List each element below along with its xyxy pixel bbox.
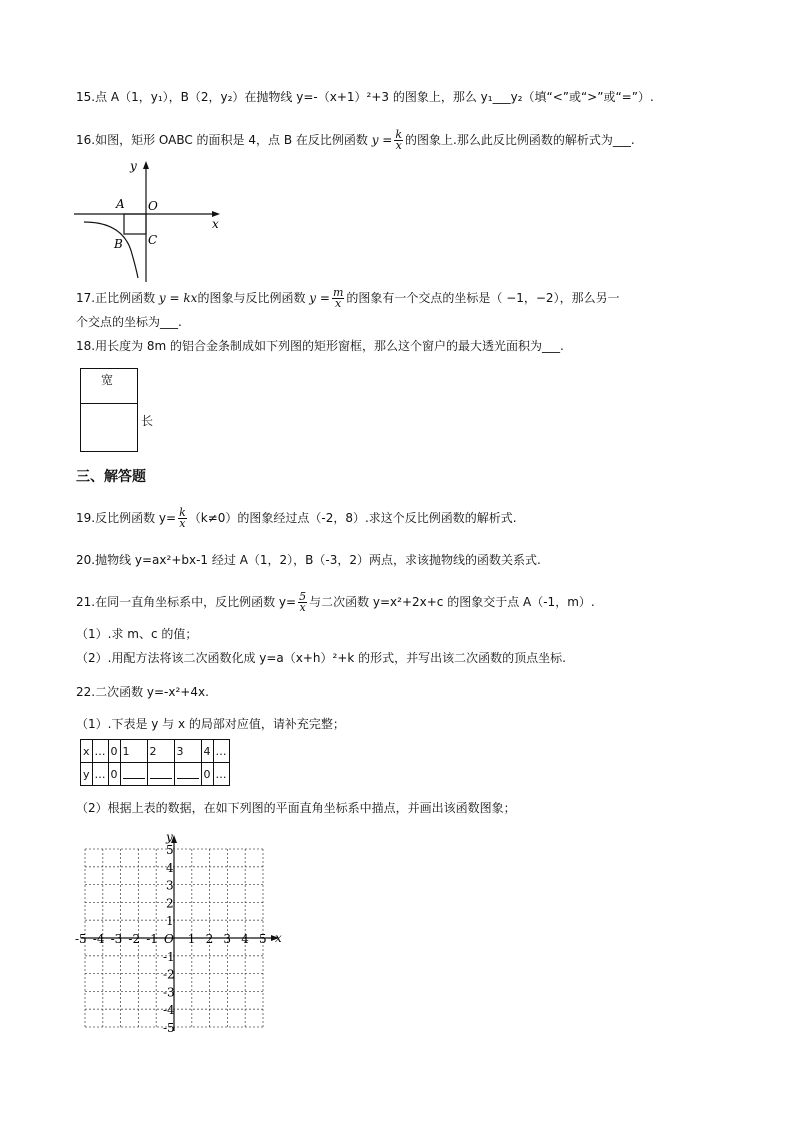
x-axis-label: x bbox=[275, 931, 282, 945]
table-cell: y bbox=[81, 763, 93, 786]
function-y-kx: y = kx bbox=[158, 291, 198, 305]
y-tick-label: 1 bbox=[166, 914, 174, 929]
width-label: 宽 bbox=[101, 373, 114, 387]
x-tick-label: 5 bbox=[259, 932, 267, 946]
table-cell: x bbox=[81, 740, 93, 763]
rectangle-oabc bbox=[124, 214, 146, 234]
x-tick-label: -5 bbox=[75, 932, 87, 946]
x-tick-label: -2 bbox=[128, 932, 141, 946]
y-axis-label: y bbox=[166, 830, 173, 844]
question-16: 16.如图，矩形 OABC 的面积是 4，点 B 在反比例函数 y = $\frac{k}{x}$ 的图象上.那么此反比例函数的解析式为___. bbox=[76, 128, 635, 152]
fraction-k-over-x: $\frac{k}{x}$ bbox=[395, 128, 403, 152]
question-21: 21.在同一直角坐标系中，反比例函数 y= $\frac{5}{x}$ 与二次函数 y=x²+2x+c 的图象交于点 A（-1，m）. bbox=[76, 590, 595, 614]
question-21-part-1: （1）.求 m、c 的值； bbox=[76, 627, 198, 641]
question-20: 20.抛物线 y=ax²+bx-1 经过 A（1，2），B（-3，2）两点，求该抛物线的函数关系式. bbox=[76, 553, 541, 567]
y-tick-label: -5 bbox=[163, 1021, 175, 1035]
question-22-part-2: （2）根据上表的数据，在如下列图的平面直角坐标系中描点，并画出该函数图象； bbox=[76, 801, 516, 815]
label-c: C bbox=[148, 233, 158, 247]
hyperbola-curve bbox=[84, 222, 138, 278]
label-x: x bbox=[212, 217, 219, 231]
window-frame-figure bbox=[80, 368, 138, 452]
question-17-line-2: 个交点的坐标为___. bbox=[76, 315, 182, 329]
x-tick-label: 4 bbox=[241, 932, 249, 946]
label-b: B bbox=[114, 237, 123, 251]
x-tick-label: -1 bbox=[146, 932, 158, 946]
y-tick-label: -4 bbox=[163, 1003, 175, 1018]
question-22-part-1: （1）.下表是 y 与 x 的局部对应值，请补充完整； bbox=[76, 717, 345, 731]
table-cell: 1 bbox=[120, 740, 147, 763]
table-cell: 3 bbox=[174, 740, 201, 763]
table-cell: … bbox=[213, 763, 229, 786]
y-tick-label: 3 bbox=[166, 878, 174, 893]
fraction-m-over-x: $\frac{m}{x}$ bbox=[332, 286, 344, 310]
question-19: 19.反比例函数 y= $\frac{k}{x}$ （k≠0）的图象经过点（-2，8）.求这个反比例函数的解析式. bbox=[76, 506, 517, 530]
question-17-line-1: 17.正比例函数 y = kx的图象与反比例函数 y = $\frac{m}{x}$ 的图象有一个交点的坐标是（ −1，−2），那么另一 bbox=[76, 286, 620, 310]
question-21-part-2: （2）.用配方法将该二次函数化成 y=a（x+h）²+k 的形式，并写出该二次函数的顶点坐标. bbox=[76, 651, 566, 665]
table-row-y bbox=[81, 763, 230, 786]
x-tick-label: 1 bbox=[187, 932, 196, 946]
question-18: 18.用长度为 8m 的铝合金条制成如下列图的矩形窗框，那么这个窗户的最大透光面积为___. bbox=[76, 339, 564, 353]
length-label: 长 bbox=[141, 414, 154, 428]
x-tick-label: 2 bbox=[205, 932, 214, 946]
function-y-equals: y = bbox=[371, 133, 393, 147]
y-tick-label: 2 bbox=[166, 896, 174, 911]
fraction-5-over-x: $\frac{5}{x}$ bbox=[299, 590, 307, 614]
y-tick-label: -3 bbox=[163, 985, 175, 1000]
y-tick-label: 4 bbox=[166, 860, 174, 875]
table-cell: 0 bbox=[108, 763, 120, 786]
table-cell: … bbox=[92, 740, 108, 763]
table-cell: 4 bbox=[201, 740, 213, 763]
x-tick-label: -4 bbox=[92, 932, 105, 946]
table-cell: … bbox=[213, 740, 229, 763]
x-tick-label: 3 bbox=[223, 932, 232, 946]
value-table bbox=[80, 739, 230, 786]
y-axis-arrow-icon bbox=[143, 161, 149, 169]
fraction-k-over-x: $\frac{k}{x}$ bbox=[179, 506, 186, 530]
coordinate-grid bbox=[74, 822, 294, 1035]
y-tick-label: -2 bbox=[163, 967, 175, 982]
label-o: O bbox=[148, 199, 158, 213]
section-title: 三、解答题 bbox=[76, 469, 146, 485]
y-tick-label: 5 bbox=[166, 843, 174, 857]
table-cell: 0 bbox=[108, 740, 120, 763]
table-row-x bbox=[81, 740, 230, 763]
label-a: A bbox=[116, 197, 125, 211]
x-tick-label: -3 bbox=[110, 932, 123, 946]
y-tick-label: -1 bbox=[163, 949, 175, 964]
figure-16-graph bbox=[72, 158, 232, 284]
question-22: 22.二次函数 y=-x²+4x. bbox=[76, 685, 209, 699]
question-15: 15.点 A（1，y₁），B（2，y₂）在抛物线 y=-（x+1）²+3 的图象上，那么 y₁___y₂（填“<”或“>”或“=”）. bbox=[76, 90, 654, 104]
table-cell: 0 bbox=[201, 763, 213, 786]
table-cell: 2 bbox=[147, 740, 174, 763]
table-blank-cell[interactable] bbox=[174, 763, 201, 786]
origin-label: O bbox=[164, 932, 174, 946]
table-blank-cell[interactable] bbox=[120, 763, 147, 786]
label-y: y bbox=[130, 159, 137, 173]
table-cell: … bbox=[92, 763, 108, 786]
table-blank-cell[interactable] bbox=[147, 763, 174, 786]
